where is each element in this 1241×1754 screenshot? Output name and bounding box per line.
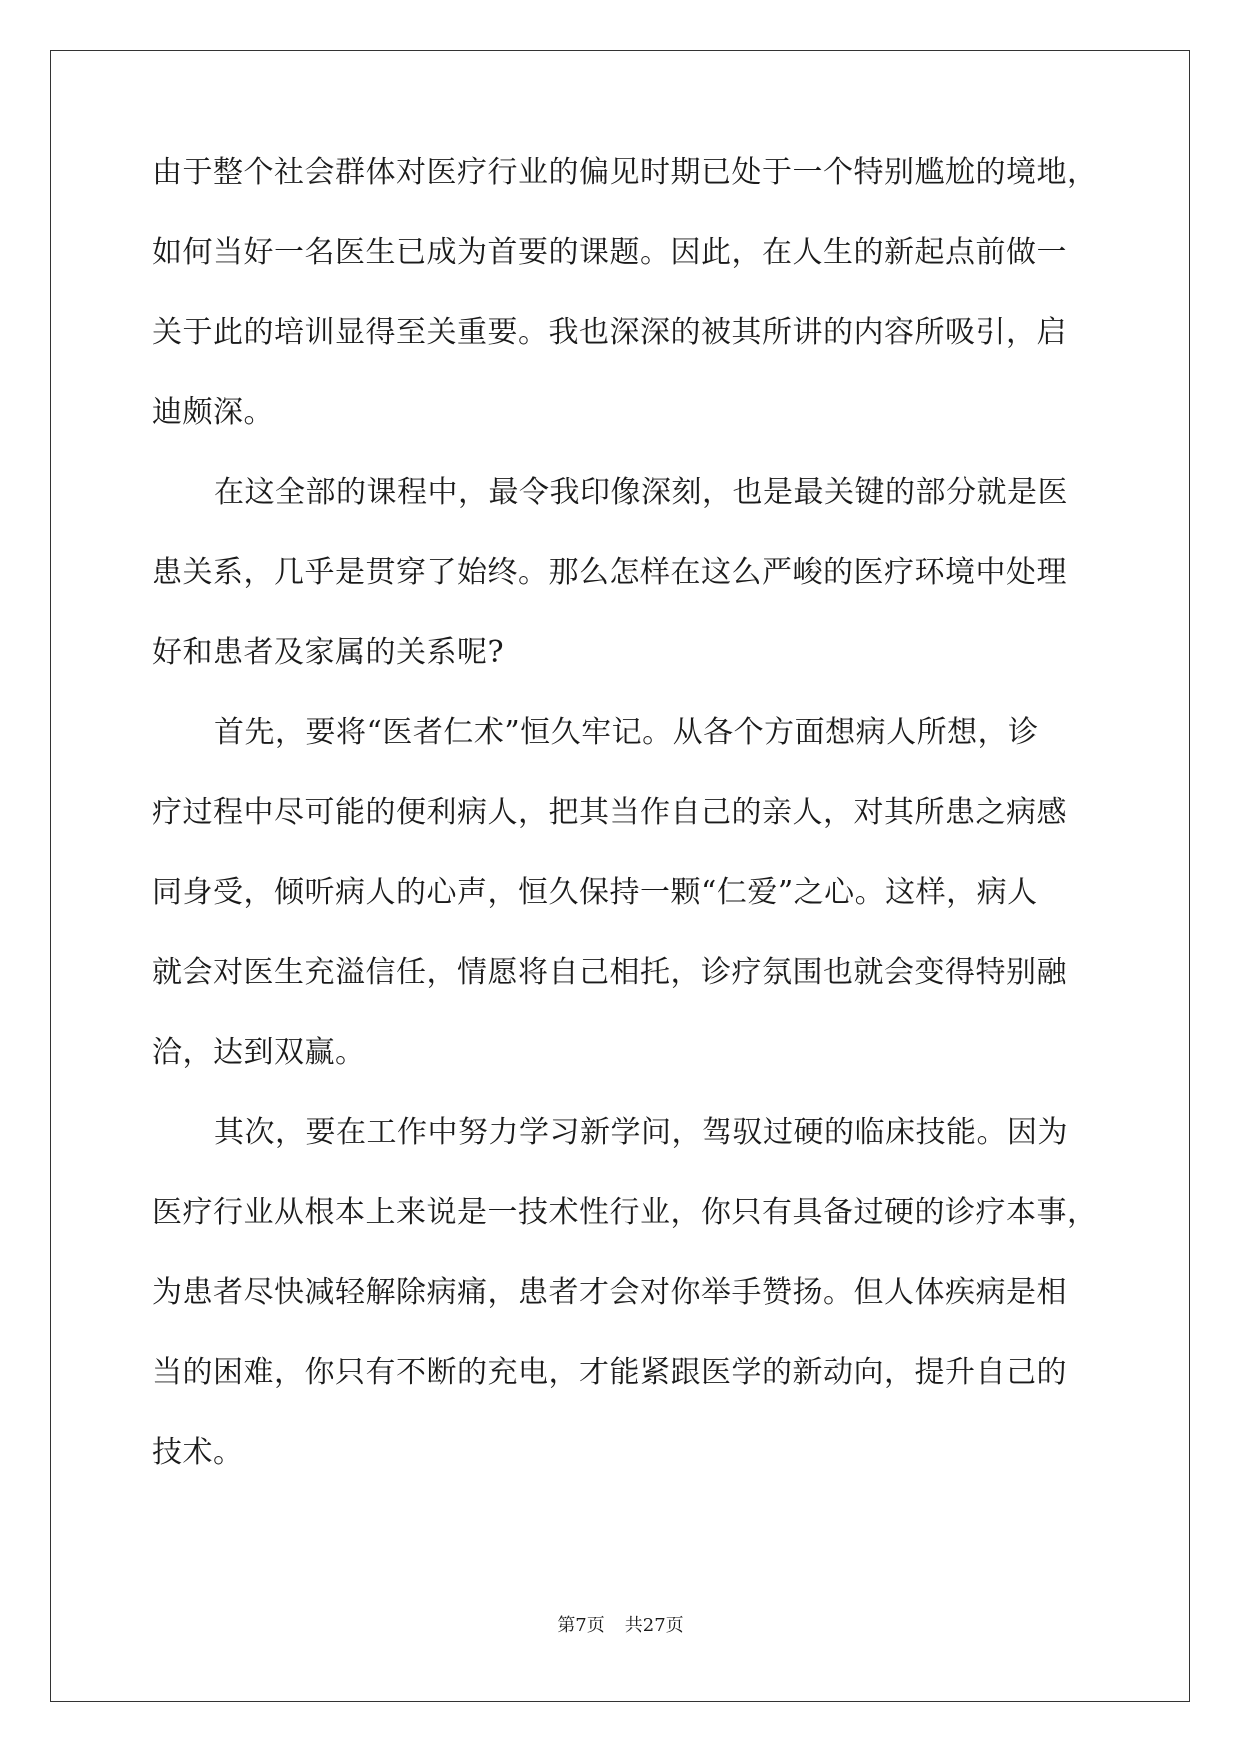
paragraph-line: 首先，要将“医者仁术”恒久牢记。从各个方面想病人所想，诊 xyxy=(214,715,1039,750)
paragraph-line: 洽，达到双赢。 xyxy=(152,1035,366,1070)
paragraph-line: 在这全部的课程中，最令我印像深刻，也是最关键的部分就是医 xyxy=(214,475,1068,510)
current-page-number: 第7页 xyxy=(557,1615,605,1636)
paragraph-line: 关于此的培训显得至关重要。我也深深的被其所讲的内容所吸引，启 xyxy=(152,315,1067,350)
paragraph-line: 好和患者及家属的关系呢? xyxy=(152,635,505,670)
paragraph-line: 医疗行业从根本上来说是一技术性行业，你只有具备过硬的诊疗本事， xyxy=(152,1195,1098,1230)
paragraph-line: 为患者尽快减轻解除病痛，患者才会对你举手赞扬。但人体疾病是相 xyxy=(152,1275,1067,1310)
page-footer xyxy=(0,1615,1241,1637)
paragraph-line: 技术。 xyxy=(152,1435,244,1470)
paragraph-line: 其次，要在工作中努力学习新学问，驾驭过硬的临床技能。因为 xyxy=(214,1115,1068,1150)
total-pages: 共27页 xyxy=(624,1615,684,1636)
paragraph-line: 同身受，倾听病人的心声，恒久保持一颗“仁爱”之心。这样，病人 xyxy=(152,875,1038,910)
paragraph-line: 如何当好一名医生已成为首要的课题。因此，在人生的新起点前做一 xyxy=(152,235,1067,270)
paragraph-line: 疗过程中尽可能的便利病人，把其当作自己的亲人，对其所患之病感 xyxy=(152,795,1067,830)
paragraph-line: 当的困难，你只有不断的充电，才能紧跟医学的新动向，提升自己的 xyxy=(152,1355,1067,1390)
paragraph-line: 患关系，几乎是贯穿了始终。那么怎样在这么严峻的医疗环境中处理 xyxy=(152,555,1067,590)
paragraph-line: 迪颇深。 xyxy=(152,395,274,430)
paragraph-line: 由于整个社会群体对医疗行业的偏见时期已处于一个特别尴尬的境地， xyxy=(152,155,1098,190)
paragraph-line: 就会对医生充溢信任，情愿将自己相托，诊疗氛围也就会变得特别融 xyxy=(152,955,1067,990)
